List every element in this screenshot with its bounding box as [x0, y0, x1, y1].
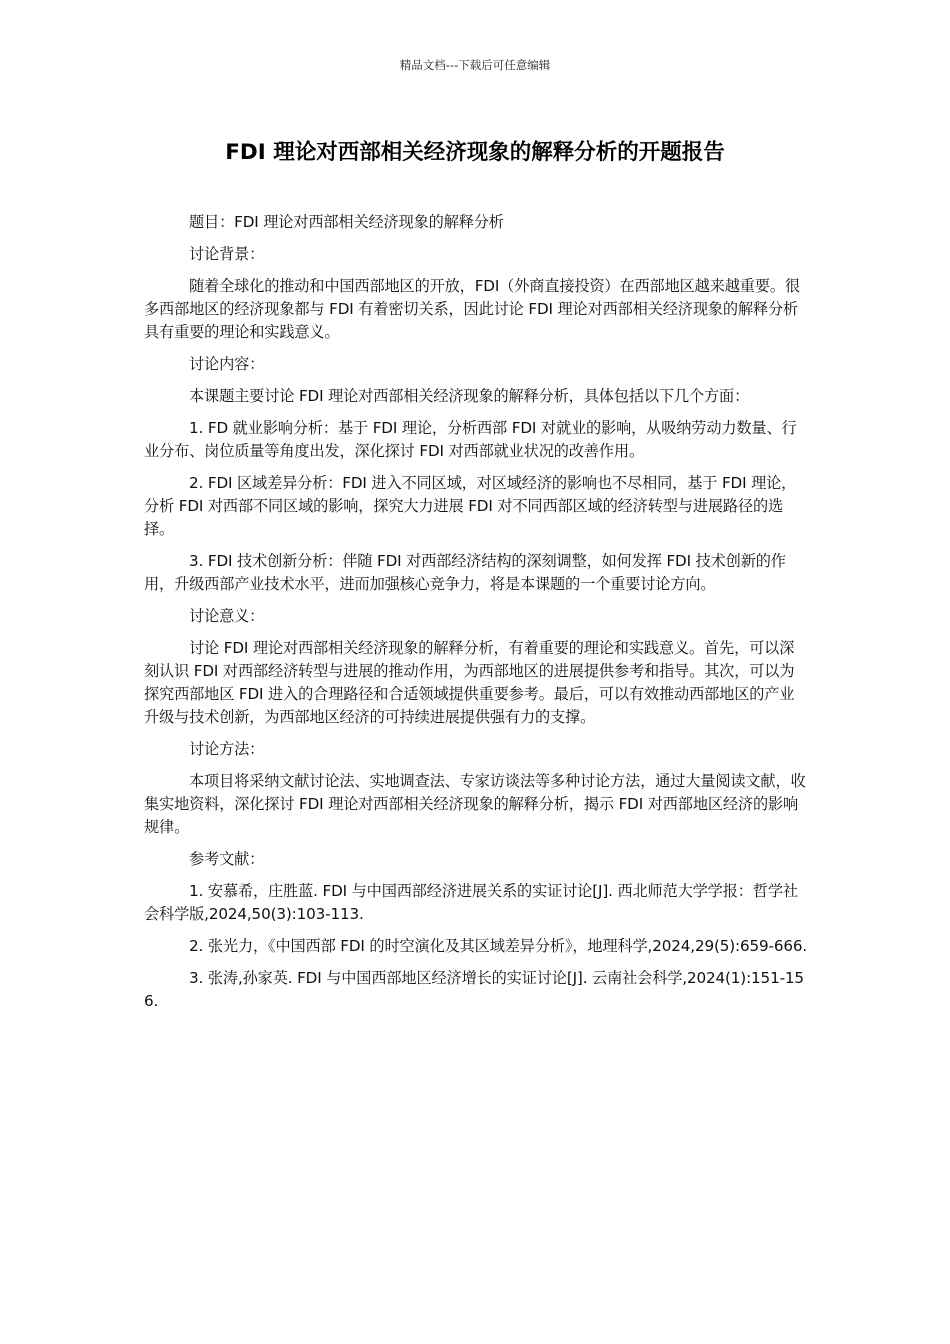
section-heading-methods: 讨论方法：	[189, 740, 265, 758]
section-heading-significance: 讨论意义：	[189, 607, 265, 625]
content-item-employment: 1. FD 就业影响分析：基于 FDI 理论，分析西部 FDI 对就业的影响，从吸纳劳动力数量、行业分布、岗位质量等角度出发，深化探讨 FDI 对西部就业状况的改善作用。	[144, 419, 797, 460]
background-paragraph: 随着全球化的推动和中国西部地区的开放，FDI（外商直接投资）在西部地区越来越重要。很多西部地区的经济现象都与 FDI 有着密切关系，因此讨论 FDI 理论对西部相关经济现象的解释分析具有重要的理论和实践意义。	[144, 277, 800, 341]
page-header-note: 精品文档---下载后可任意编辑	[399, 58, 551, 72]
document-title: FDI 理论对西部相关经济现象的解释分析的开题报告	[225, 140, 725, 165]
content-item-innovation: 3. FDI 技术创新分析：伴随 FDI 对西部经济结构的深刻调整，如何发挥 FDI 技术创新的作用，升级西部产业技术水平，进而加强核心竞争力，将是本课题的一个重要讨论方向。	[144, 552, 786, 593]
methods-paragraph: 本项目将采纳文献讨论法、实地调查法、专家访谈法等多种讨论方法，通过大量阅读文献，收集实地资料，深化探讨 FDI 理论对西部相关经济现象的解释分析，揭示 FDI 对西部地区经济的影响规律。	[144, 772, 806, 836]
content-item-regional: 2. FDI 区域差异分析：FDI 进入不同区域，对区域经济的影响也不尽相同，基于 FDI 理论，分析 FDI 对西部不同区域的影响，探究大力进展 FDI 对不同西部区域的经济转型与进展路径的选择。	[144, 474, 797, 538]
document-body	[144, 211, 808, 1022]
reference-item-2: 2. 张光力，《中国西部 FDI 的时空演化及其区域差异分析》，地理科学,2024,29(5):659-666.	[189, 937, 808, 955]
topic-line: 题目：FDI 理论对西部相关经济现象的解释分析	[189, 213, 504, 231]
reference-item-1: 1. 安慕希，庄胜蓝. FDI 与中国西部经济进展关系的实证讨论[J]. 西北师范大学学报：哲学社会科学版,2024,50(3):103-113.	[144, 882, 798, 923]
section-heading-background: 讨论背景：	[189, 245, 265, 263]
content-intro-paragraph: 本课题主要讨论 FDI 理论对西部相关经济现象的解释分析，具体包括以下几个方面：	[189, 387, 750, 405]
section-heading-content: 讨论内容：	[189, 355, 265, 373]
section-heading-references: 参考文献：	[189, 850, 265, 868]
reference-item-3: 3. 张涛,孙家英. FDI 与中国西部地区经济增长的实证讨论[J]. 云南社会科学,2024(1):151-156.	[144, 969, 804, 1010]
significance-paragraph: 讨论 FDI 理论对西部相关经济现象的解释分析，有着重要的理论和实践意义。首先，可以深刻认识 FDI 对西部经济转型与进展的推动作用，为西部地区的进展提供参考和指导。其次，可以为探究西部地区 FDI 进入的合理路径和合适领域提供重要参考。最后，可以有效推动西部地区的产业升级与技术创新，为西部地区经济的可持续进展提供强有力的支撑。	[144, 639, 795, 726]
